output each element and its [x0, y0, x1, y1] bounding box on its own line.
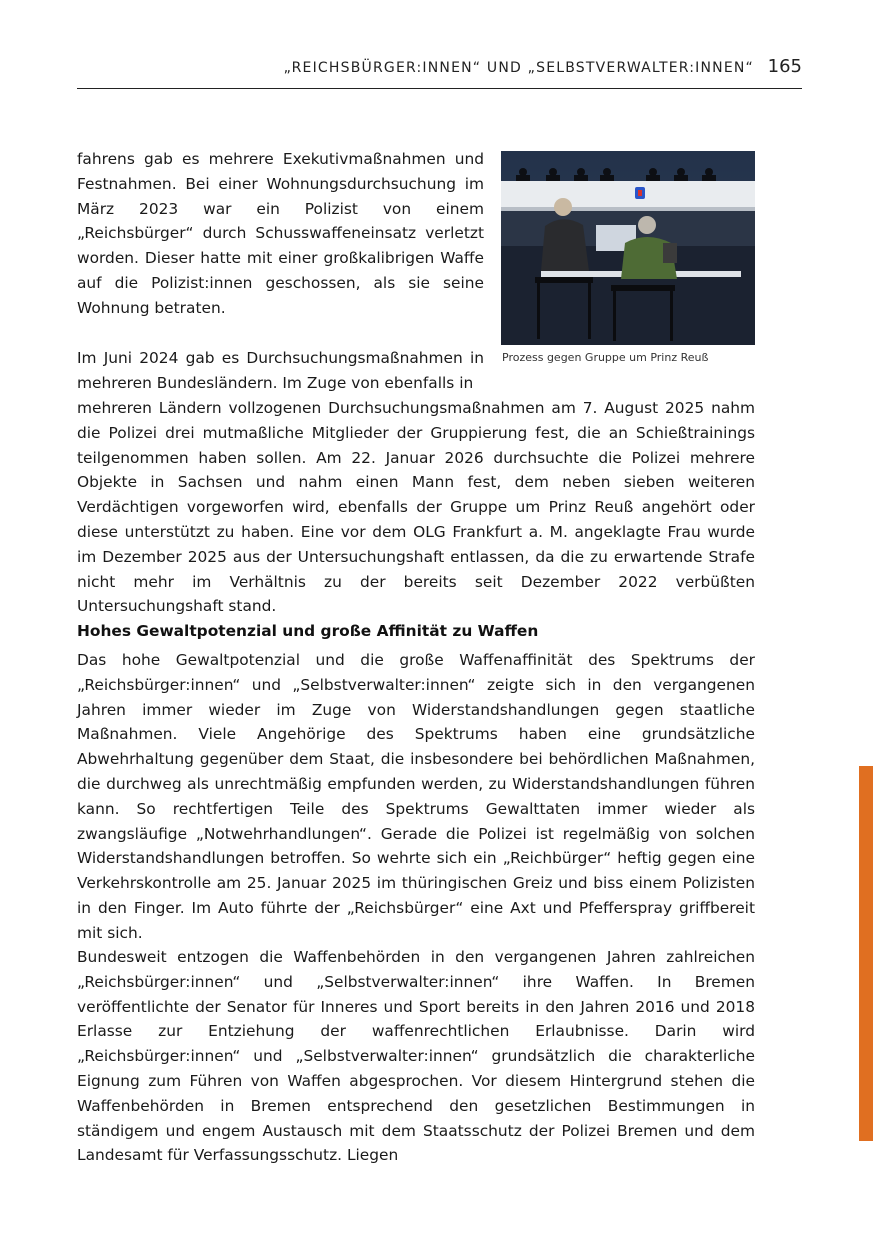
paragraph-4: Bundesweit entzogen die Waffenbehörden in den vergangenen Jahren zahlreichen „Reichsbürger:innen“ und „Selbstverwalter:innen“ ihre Waffen. In Bremen veröffentlichte der Senator für Inneres und Sport bereits in den Jahren 2016 und 2018 Erlasse zur Entziehung der waffenrechtlichen Erlaubnisse. Darin wird „Reichsbürger:innen“ und „Selbstverwalter:innen“ grundsätzlich die charakterliche Eignung zum Führen von Waffen abgesprochen. Vor diesem Hintergrund stehen die Waffenbehörden in Bremen entsprechend den gesetzlichen Bestimmungen in ständigem und engem Austausch mit dem Staatsschutz der Polizei Bremen und dem Landesamt für Verfassungsschutz. Liegen — [77, 948, 755, 1165]
paragraph-2-rest: mehreren Ländern vollzogenen Durchsuchungsmaßnahmen am 7. August 2025 nahm die Polizei drei mutmaßliche Mitglieder der Gruppierung fest, die an Schießtrainings teilgenommen haben sollen. Am 22. Januar 2026 durchsuchte die Polizei mehrere Objekte in Sachsen und nahm einen Mann fest, dem neben sieben weiteren Verdächtigen vorgeworfen wird, ebenfalls der Gruppe um Prinz Reuß angehört oder diese unterstützt zu haben. Eine vor dem OLG Frankfurt a. M. angeklagte Frau wurde im Dezember 2025 aus der Untersuchungshaft entlassen, da die zu erwartende Strafe nicht mehr im Verhältnis zu der bereits seit Dezember 2022 verbüßten Untersuchungshaft stand. — [77, 399, 755, 616]
running-header — [77, 56, 802, 89]
chapter-marker-bar — [859, 766, 873, 1141]
paragraph-3: Das hohe Gewaltpotenzial und die große Waffenaffinität des Spektrums der „Reichsbürger:innen“ und „Selbstverwalter:innen“ zeigte sich in den vergangenen Jahren immer wieder im Zuge von Widerstandshandlungen gegen staatliche Maßnahmen. Viele Angehörige des Spektrums haben eine grundsätzliche Abwehrhaltung gegenüber dem Staat, die insbesondere bei behördlichen Maßnahmen, die durchweg als unrechtmäßig empfunden werden, zu Widerstandshandlungen führen kann. So rechtfertigen Teile des Spektrums Gewalttaten immer wieder als zwangsläufige „Notwehrhandlungen“. Gerade die Polizei ist regelmäßig von solchen Widerstandshandlungen betroffen. So wehrte sich ein „Reichbürger“ heftig gegen eine Verkehrskontrolle am 25. Januar 2025 im thüringischen Greiz und biss einem Polizisten in den Finger. Im Auto führte der „Reichsbürger“ eine Axt und Pfefferspray griffbereit mit sich. — [77, 651, 755, 942]
paragraph-2-start: Im Juni 2024 gab es Durchsuchungsmaßnahmen in mehreren Bundesländern. Im Zuge von ebenfalls in — [77, 349, 484, 392]
section-heading: Hohes Gewaltpotenzial und große Affinität zu Waffen — [77, 622, 539, 640]
photo-caption: Prozess gegen Gruppe um Prinz Reuß — [502, 351, 709, 364]
page-number: 165 — [767, 56, 802, 77]
court-trial-photo — [501, 151, 755, 345]
paragraph-1: fahrens gab es mehrere Exekutivmaßnahmen und Festnahmen. Bei einer Wohnungsdurchsuchung im März 2023 war ein Polizist von einem „Reichsbürger“ durch Schusswaffeneinsatz verletzt worden. Dieser hatte mit einer großkalibrigen Waffe auf die Polizist:innen geschossen, als sie seine Wohnung betraten. — [77, 150, 484, 317]
header-title: „REICHSBÜRGER:INNEN“ UND „SELBSTVERWALTER:INNEN“ — [283, 60, 754, 76]
